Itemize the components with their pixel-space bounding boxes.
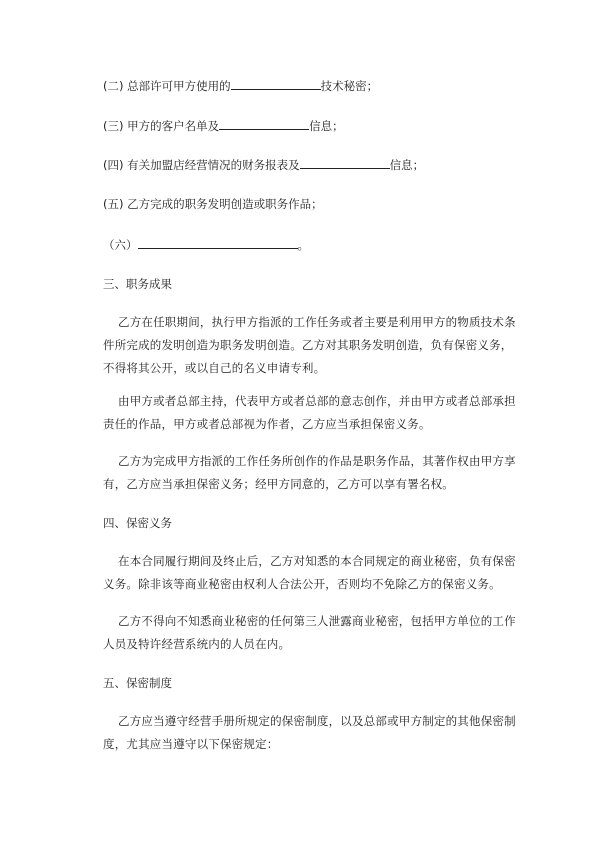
clause-item-4	[103, 156, 424, 173]
paragraph	[103, 610, 523, 656]
clause-item-2	[103, 77, 378, 94]
section-heading-3: 三、职务成果	[103, 277, 172, 291]
clause-item-4-suffix: 信息；	[389, 158, 425, 172]
paragraph-text: 乙方不得向不知悉商业秘密的任何第三人泄露商业秘密，包括甲方单位的工作人员及特许经营系统内的人员在内。	[103, 614, 516, 651]
blank-line	[219, 117, 309, 130]
paragraph-text: 乙方应当遵守经营手册所规定的保密制度，以及总部或甲方制定的其他保密制度，尤其应当遵守以下保密规定：	[103, 714, 516, 751]
clause-item-6	[103, 236, 309, 253]
clause-item-3-suffix: 信息；	[309, 119, 344, 133]
section-heading-4: 四、保密义务	[103, 516, 172, 530]
clause-item-5: (五) 乙方完成的职务发明创造或职务作品；	[103, 197, 323, 211]
paragraph-text: 在本合同履行期间及终止后，乙方对知悉的本合同规定的商业秘密，负有保密义务。除非该等商业秘密由权利人合法公开，否则均不免除乙方的保密义务。	[103, 554, 516, 591]
paragraph	[103, 450, 523, 496]
paragraph-text: 乙方为完成甲方指派的工作任务所创作的作品是职务作品，其著作权由甲方享有，乙方应当承担保密义务；经甲方同意的，乙方可以享有署名权。	[103, 454, 516, 491]
paragraph	[103, 550, 523, 596]
blank-line	[138, 236, 298, 249]
paragraph	[103, 710, 523, 756]
paragraph	[103, 311, 523, 380]
clause-item-6-suffix: 。	[297, 238, 309, 252]
paragraph-text: 乙方在任职期间，执行甲方指派的工作任务或者主要是利用甲方的物质技术条件所完成的发明创造为职务发明创造。乙方对其职务发明创造，负有保密义务，不得将其公开，或以自己的名义申请专利。	[103, 315, 516, 375]
clause-item-4-prefix: (四) 有关加盟店经营情况的财务报表及	[103, 158, 300, 172]
clause-item-3-prefix: (三) 甲方的客户名单及	[103, 119, 220, 133]
clause-item-2-suffix: 技术秘密；	[320, 79, 379, 93]
blank-line	[231, 77, 321, 90]
blank-line	[300, 156, 390, 169]
clause-item-6-prefix: （六）	[103, 238, 138, 252]
section-heading-5: 五、保密制度	[103, 676, 172, 690]
paragraph	[103, 390, 523, 436]
clause-item-3	[103, 117, 344, 134]
clause-item-2-prefix: (二) 总部许可甲方使用的	[103, 79, 231, 93]
paragraph-text: 由甲方或者总部主持，代表甲方或者总部的意志创作，并由甲方或者总部承担责任的作品，甲方或者总部视为作者，乙方应当承担保密义务。	[103, 394, 516, 431]
